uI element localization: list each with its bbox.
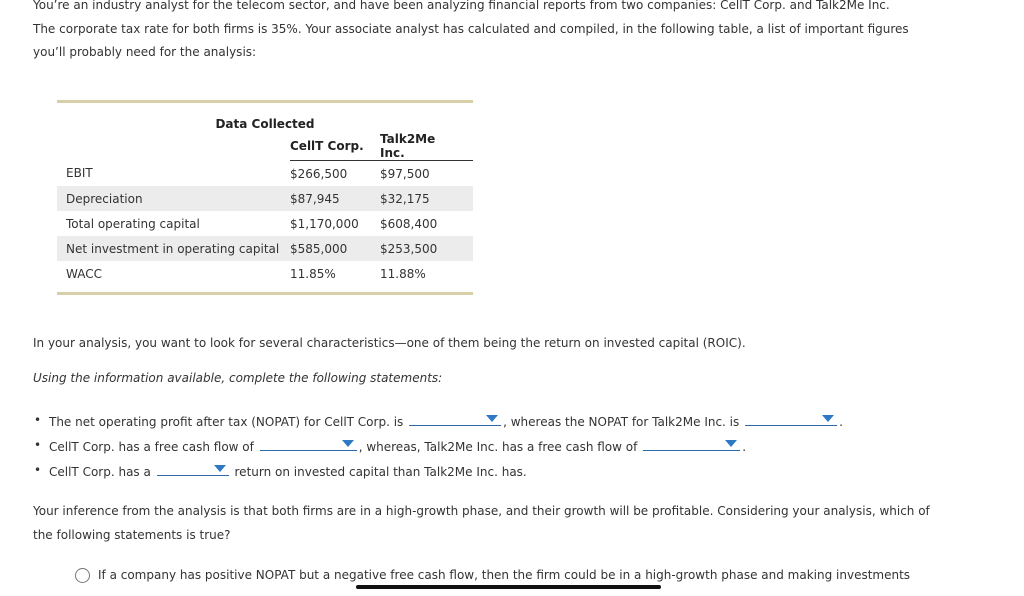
fcf-talk2me-dropdown[interactable] <box>643 436 740 451</box>
talk2me-value: 11.88% <box>380 266 426 281</box>
statements-list <box>33 411 843 486</box>
intro-paragraph: You’re an industry analyst for the telecom sector, and have been analyzing financial reports from two companies: CellT Corp. and Talk2Me Inc. The corporate tax rate for both firms is 35%. Your associate analyst has calculated and compiled, in the following table, a list of important figures you’ll probably need for the analysis: <box>33 0 909 59</box>
data-table-panel <box>57 100 473 295</box>
table-header-row <box>57 132 473 161</box>
answer-option-text: If a company has positive NOPAT but a negative free cash flow, then the firm could be in a high-growth phase and making investments <box>98 568 911 582</box>
roic-comparison-dropdown[interactable] <box>157 461 229 476</box>
table-row <box>57 211 473 236</box>
table-title: Data Collected <box>215 117 315 131</box>
inference-paragraph: Your inference from the analysis is that both firms are in a high-growth phase, and their growth will be profitable. Considering your analysis, which of the following statements is true? <box>33 504 930 542</box>
talk2me-value: $97,500 <box>380 166 430 181</box>
statement-text: CellT Corp. has a <box>49 465 151 479</box>
statement-nopat <box>33 411 843 436</box>
radio-button[interactable] <box>75 568 90 583</box>
analysis-paragraph: In your analysis, you want to look for several characteristics—one of them being the return on invested capital (ROIC). <box>33 336 746 350</box>
row-label: EBIT <box>66 166 93 181</box>
statement-text: CellT Corp. has a free cash flow of <box>49 440 254 454</box>
answer-option-1[interactable] <box>75 568 910 583</box>
talk2me-value: $32,175 <box>380 186 473 211</box>
statement-text: . <box>742 440 747 454</box>
statement-fcf <box>33 436 843 461</box>
statement-text: , whereas, Talk2Me Inc. has a free cash flow of <box>358 440 638 454</box>
statement-text: . <box>839 415 843 429</box>
dropdown-arrow-icon <box>342 440 354 447</box>
header-empty <box>57 132 290 161</box>
table-top-rule <box>57 100 473 103</box>
nopat-cellt-dropdown[interactable] <box>409 411 501 426</box>
table-bottom-rule <box>57 292 473 295</box>
dropdown-arrow-icon <box>822 415 834 422</box>
cellt-value: $266,500 <box>290 166 348 181</box>
cellt-value: $585,000 <box>290 236 380 261</box>
cellt-value: $87,945 <box>290 186 380 211</box>
table-row <box>57 236 473 261</box>
horizontal-scrollbar[interactable] <box>356 585 661 589</box>
row-label: Depreciation <box>57 186 290 211</box>
cellt-value: 11.85% <box>290 266 336 281</box>
table-row <box>57 186 473 211</box>
talk2me-value: $608,400 <box>380 216 438 231</box>
row-label: Net investment in operating capital <box>57 236 290 261</box>
row-label: Total operating capital <box>66 216 200 231</box>
dropdown-arrow-icon <box>486 415 498 422</box>
dropdown-arrow-icon <box>725 440 737 447</box>
dropdown-arrow-icon <box>214 465 226 472</box>
data-table <box>57 132 473 286</box>
talk2me-value: $253,500 <box>380 236 473 261</box>
nopat-talk2me-dropdown[interactable] <box>745 411 837 426</box>
instruction-paragraph: Using the information available, complete the following statements: <box>33 371 443 385</box>
cellt-value: $1,170,000 <box>290 216 359 231</box>
statement-text: The net operating profit after tax (NOPAT) for CellT Corp. is <box>49 415 404 429</box>
table-row <box>57 161 473 187</box>
statement-roic <box>33 461 843 486</box>
fcf-cellt-dropdown[interactable] <box>260 436 357 451</box>
statement-text: return on invested capital than Talk2Me Inc. has. <box>234 465 527 479</box>
row-label: WACC <box>66 266 102 281</box>
header-talk2me: Talk2Me Inc. <box>380 132 473 161</box>
header-cellt: CellT Corp. <box>290 132 380 161</box>
table-row <box>57 261 473 286</box>
statement-text: , whereas the NOPAT for Talk2Me Inc. is <box>503 415 740 429</box>
